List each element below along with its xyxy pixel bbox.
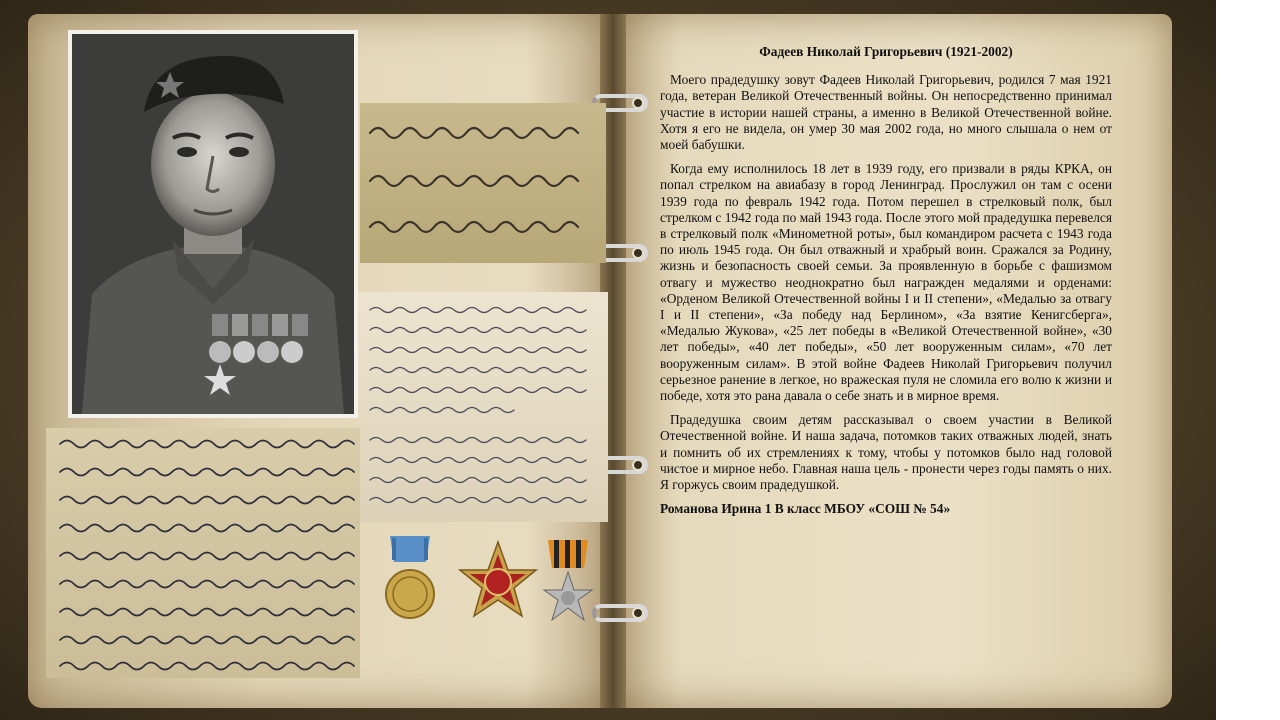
handwriting-scribbles	[360, 103, 606, 263]
article-paragraph: Прадедушка своим детям рассказывал о своем участии в Великой Отечественной войне. И наша задача, потомков таких отважных людей, знать и помнить об их стремлениях к тому, чтобы у потомков было над головой чистое и мирное небо. Главная наша цель - пронести через годы память о них. Я горжусь своим прадедушкой.	[660, 412, 1112, 493]
medal-icon	[380, 534, 440, 624]
article-title: Фадеев Николай Григорьевич (1921-2002)	[759, 44, 1013, 59]
order-star-icon	[458, 540, 538, 624]
handwritten-award-document-2	[358, 292, 608, 522]
handwriting-scribbles	[358, 292, 608, 522]
author-signature: Романова Ирина 1 В класс МБОУ «СОШ № 54»	[660, 501, 951, 517]
handwritten-award-document-3	[46, 428, 360, 678]
ring-hole	[632, 97, 644, 109]
order-of-patriotic-war	[458, 540, 538, 624]
article-paragraph: Когда ему исполнилось 18 лет в 1939 году, его призвали в ряды КРКА, он попал стрелком на авиабазу в город Ленинград. Прослужил он там с осени 1939 года по февраль 1942 года. Потом перешел в стрелковый полк, был стрелком с 1942 года по май 1943 года. После этого мой прадедушка перевелся в стрелковый полк «Минометной роты», был командиром расчета с 1943 года по июль 1945 года. Он был отважный и храбрый воин. Сражался за Родину, жизнь и безопасность своей семьи. За проявленную в борьбе с фашизмом отвагу и мужество неоднократно был награжден медалями и орденами: «Орденом Великой Отечественной войны I и II степени», «Медалью за отвагу I и II степени», «За победу над Берлином», «За взятие Кенигсберга», «Медалью Жукова», «25 лет победы в «Великой Отечественной войне», «30 лет победы», «40 лет победы», «50 лет вооруженным силам», «70 лет вооруженным силам». В этой войне Фадеев Николай Григорьевич получил серьезное ранение в легкое, но вражеская пуля не сломила его волю к жизни и победе, хотя это рана давала о себе знать и в мирное время.	[660, 161, 1112, 404]
article-paragraph: Моего прадедушку зовут Фадеев Николай Григорьевич, родился 7 мая 1921 года, ветеран Великой Отечественный войны. Он непосредственно принимал участие в истории нашей страны, а именно в Великой Отечественной войне. Хотя я его не видела, он умер 30 мая 2002 года, но много слышала о нем от моей бабушки.	[660, 72, 1112, 153]
medal-for-courage	[380, 534, 440, 624]
portrait-illustration	[72, 34, 354, 414]
ring-hole	[632, 607, 644, 619]
order-of-glory	[540, 538, 596, 628]
soldier-portrait-photo	[68, 30, 358, 418]
ring-hole	[632, 459, 644, 471]
handwriting-scribbles	[46, 428, 360, 678]
handwritten-award-document-1	[360, 103, 606, 263]
portrait-image	[72, 34, 354, 414]
order-glory-icon	[540, 538, 596, 628]
article-text	[660, 44, 1112, 531]
ring-hole	[632, 247, 644, 259]
